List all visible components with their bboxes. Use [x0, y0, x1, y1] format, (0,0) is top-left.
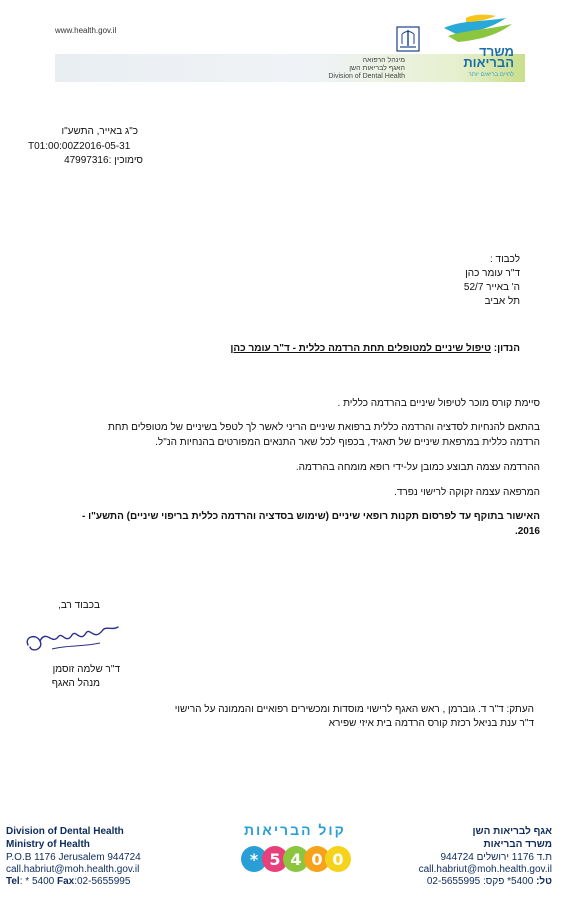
hotline-char-1: 5	[269, 850, 281, 869]
tel-value: : * 5400	[19, 876, 57, 887]
subject-text: טיפול שיניים למטופלים תחת הרדמה כללית - ד"ר עומר כהן	[230, 343, 491, 354]
reference-number: סימוכין :47997316	[64, 155, 143, 166]
ministry-logo-tagline: לחיים בריאים יותר	[468, 72, 514, 78]
addressee-salutation: לכבוד :	[489, 254, 520, 265]
fax-value: :02-5655995	[74, 876, 131, 887]
document-date: T01:00:00Z2016-05-31	[28, 141, 131, 152]
addressee-street: ה' באייר 52/7	[463, 282, 520, 293]
header-band	[55, 54, 525, 82]
footer-eng-phone	[6, 876, 130, 887]
signatory-title: מנהל האגף	[51, 678, 100, 689]
kol-habriut-title: קול הבריאות	[244, 822, 346, 838]
body-paragraph-5-line2: 2016.	[514, 526, 540, 537]
hebrew-date: כ"ג באייר, התשע"ו	[61, 126, 138, 137]
division-heb-line1: מינהל הרפואה	[362, 57, 405, 64]
addressee-name: ד"ר עומר כהן	[465, 268, 520, 279]
website-url: www.health.gov.il	[55, 26, 117, 35]
body-paragraph-4: המרפאה עצמה זקוקה לרישוי נפרד.	[394, 487, 540, 498]
footer-heb-ministry: משרד הבריאות	[483, 839, 552, 850]
footer-heb-email: call.habriut@moh.health.gov.il	[418, 864, 552, 875]
ministry-logo-line1: משרד	[479, 44, 514, 59]
body-paragraph-3: ההרדמה עצמה תבוצע כמובן על-ידי רופא מומחה בהרדמה.	[295, 462, 540, 473]
ministry-logo-line2: הבריאות	[463, 55, 514, 70]
body-paragraph-5-line1: האישור בתוקף עד לפרסום תקנות רופאי שיניים (שימוש בסדציה והרדמה כללית בריפוי שיניים) התשע"ו -	[82, 511, 540, 522]
tel-label: Tel	[6, 876, 20, 887]
state-emblem-icon	[396, 26, 420, 52]
signatory-name: ד"ר שלמה זוסמן	[52, 664, 120, 675]
footer-eng-division: Division of Dental Health	[6, 826, 124, 837]
hotline-badge	[240, 838, 352, 880]
footer-heb-pob: ת.ד 1176 ירושלים 944724	[440, 852, 552, 863]
hotline-char-0: *	[249, 850, 259, 869]
division-eng: Division of Dental Health	[328, 73, 405, 80]
closing: בכבוד רב,	[58, 600, 100, 611]
cc-line-2: ד"ר ענת בניאל רכזת קורס הרדמה בית איזי שפירא	[328, 718, 534, 729]
handwritten-signature-icon	[22, 615, 122, 660]
body-paragraph-1: סיימת קורס מוכר לטיפול שיניים בהרדמה כללית .	[337, 398, 540, 409]
hotline-char-2: 4	[290, 850, 302, 869]
addressee-city: תל אביב	[484, 296, 520, 307]
footer-eng-pob: P.O.B 1176 Jerusalem 944724	[6, 852, 141, 863]
fax-label: Fax	[56, 876, 75, 887]
subject-line	[230, 343, 520, 354]
heb-tel-label: טל:	[536, 876, 552, 887]
division-heb-line2: האגף לבריאות השן	[349, 65, 405, 72]
heb-tel-value: 5400* פקס: 02-5655995	[426, 876, 537, 887]
subject-prefix: הנדון:	[493, 343, 520, 354]
footer-heb-phone	[427, 876, 552, 887]
footer-eng-ministry: Ministry of Health	[6, 839, 90, 850]
hotline-char-3: 0	[311, 850, 323, 869]
body-paragraph-2-line2: הרדמה כללית במרפאת שיניים של תאגיד, בכפוף לכל שאר התנאים המפורטים בהנחיות הנ"ל.	[155, 437, 540, 448]
hotline-char-4: 0	[332, 850, 344, 869]
cc-line-1: העתק: ד"ר ד. גוברמן , ראש האגף לרישוי מוסדות ומכשירים רפואיים והממונה על הרישוי	[174, 704, 534, 715]
body-paragraph-2-line1: בהתאם להנחיות לסדציה והרדמה כללית ברפואת שיניים הריני לאשר לך לטפל בשיניים של מטופלים תחת	[107, 422, 540, 433]
footer-heb-division: אגף לבריאות השן	[472, 826, 552, 837]
footer-eng-email: call.habriut@moh.health.gov.il	[6, 864, 140, 875]
